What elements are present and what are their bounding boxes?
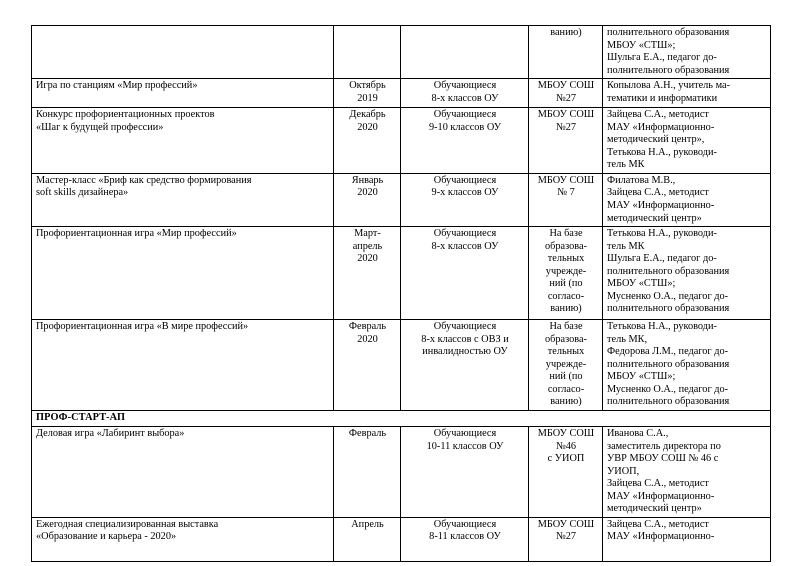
cell-line: МБОУ «СТШ»;: [607, 39, 676, 51]
table-row: [32, 79, 771, 108]
cell-line: МБОУ «СТШ»;: [607, 278, 676, 290]
cell-line: 2020: [357, 121, 378, 133]
table-row: [32, 173, 771, 226]
cell-location: [529, 427, 603, 518]
cell-line: инвалидностью ОУ: [422, 346, 508, 358]
cell-location: [529, 26, 603, 79]
cell-line: Профориентационная игра «Мир профессий»: [36, 228, 237, 240]
cell-event: [32, 79, 334, 108]
cell-date: [334, 517, 401, 561]
cell-event: [32, 227, 334, 320]
cell-location: [529, 173, 603, 226]
cell-line: тель МК: [607, 159, 645, 171]
cell-line: 2020: [357, 253, 378, 265]
cell-line: «Шаг к будущей профессии»: [36, 121, 164, 133]
cell-line: Зайцева С.А., методист: [607, 109, 709, 121]
cell-line: 8-х классов ОУ: [431, 92, 499, 104]
cell-line: Мусненко О.А., педагог до-: [607, 383, 729, 395]
cell-line: На базе образова-: [545, 228, 587, 252]
cell-line: МБОУ СОШ №27: [537, 109, 595, 133]
cell-line: Октябрь: [349, 80, 386, 92]
cell-line: Обучающиеся: [433, 518, 497, 530]
cell-line: Деловая игра «Лабиринт выбора»: [36, 428, 185, 440]
cell-target-audience: [401, 26, 529, 79]
cell-line: На базе образова-: [545, 321, 587, 345]
cell-date: [334, 227, 401, 320]
cell-event: [32, 26, 334, 79]
cell-date: [334, 108, 401, 174]
cell-line: полнительного образования: [607, 396, 730, 408]
cell-location: [529, 79, 603, 108]
cell-line: Тетькова Н.А., руководи-: [607, 321, 717, 333]
cell-line: МАУ «Информационно-: [607, 490, 715, 502]
cell-line: Обучающиеся: [433, 321, 497, 333]
cell-line: МБОУ СОШ № 7: [537, 174, 595, 199]
cell-line: апрель: [352, 240, 383, 252]
cell-line: 8-11 классов ОУ: [429, 531, 501, 543]
cell-line: Мусненко О.А., педагог до-: [607, 290, 729, 302]
table-row: [32, 227, 771, 320]
cell-responsible: [603, 517, 771, 561]
cell-line: ний (по согласо-: [547, 371, 585, 395]
cell-date: [334, 79, 401, 108]
cell-responsible: [603, 79, 771, 108]
cell-line: МБОУ СОШ №27: [537, 518, 595, 543]
cell-line: Зайцева С.А., методист: [607, 518, 709, 530]
cell-line: полнительного образования: [607, 64, 730, 76]
cell-target-audience: [401, 517, 529, 561]
table-section-row: [32, 411, 771, 427]
cell-date: [334, 26, 401, 79]
cell-event: [32, 427, 334, 518]
cell-line: МАУ «Информационно-: [607, 531, 715, 543]
cell-line: Обучающиеся: [433, 174, 497, 186]
cell-line: Копылова А.Н., учитель ма-: [607, 80, 731, 92]
cell-line: УВР МБОУ СОШ № 46 с: [607, 453, 719, 465]
cell-line: Апрель: [351, 518, 384, 530]
cell-line: полнительного образования: [607, 358, 730, 370]
cell-line: 9-10 классов ОУ: [428, 121, 502, 133]
cell-target-audience: [401, 108, 529, 174]
cell-line: тематики и информатики: [607, 92, 718, 104]
cell-line: Зайцева С.А., методист: [607, 478, 709, 490]
cell-line: Ежегодная специализированная выставка: [36, 518, 219, 530]
cell-line: УИОП,: [607, 465, 640, 477]
cell-line: Март-: [354, 228, 381, 240]
cell-event: [32, 517, 334, 561]
cell-location: [529, 517, 603, 561]
cell-line: Декабрь: [349, 109, 386, 121]
schedule-table: [31, 25, 771, 562]
table-row: [32, 427, 771, 518]
cell-line: Конкурс профориентационных проектов: [36, 109, 215, 121]
cell-line: МАУ «Информационно-: [607, 121, 715, 133]
cell-date: [334, 320, 401, 411]
table-row: [32, 108, 771, 174]
cell-target-audience: [401, 227, 529, 320]
table-row-continuation: [32, 26, 771, 79]
cell-location: [529, 227, 603, 320]
cell-line: Шульга Е.А., педагог до-: [607, 253, 717, 265]
cell-line: тель МК,: [607, 333, 648, 345]
cell-line: методический центр»: [607, 212, 702, 224]
cell-line: 2020: [357, 187, 378, 199]
cell-line: «Образование и карьера - 2020»: [36, 531, 177, 543]
cell-date: [334, 173, 401, 226]
cell-date: [334, 427, 401, 518]
cell-line: заместитель директора по: [607, 440, 721, 452]
cell-line: полнительного образования: [607, 265, 730, 277]
cell-line: 2020: [357, 333, 378, 345]
cell-line: Федорова Л.М., педагог до-: [607, 346, 729, 358]
cell-line: МАУ «Информационно-: [607, 200, 715, 212]
cell-line: тель МК: [607, 240, 645, 252]
cell-line: ванию): [550, 27, 582, 38]
cell-line: МБОУ СОШ №46: [537, 428, 595, 452]
cell-line: с УИОП: [547, 453, 585, 465]
cell-line: полнительного образования: [607, 27, 730, 38]
cell-line: Февраль: [348, 428, 387, 440]
cell-target-audience: [401, 173, 529, 226]
cell-line: ний (по согласо-: [547, 278, 585, 302]
cell-line: Обучающиеся: [433, 109, 497, 121]
cell-line: полнительного образования: [607, 303, 730, 315]
cell-line: Обучающиеся: [433, 228, 497, 240]
cell-line: Филатова М.В.,: [607, 174, 676, 186]
schedule-table-wrapper: [31, 25, 770, 562]
cell-event: [32, 320, 334, 411]
cell-target-audience: [401, 427, 529, 518]
cell-responsible: [603, 320, 771, 411]
cell-line: ванию): [550, 303, 582, 315]
cell-location: [529, 108, 603, 174]
table-row: [32, 517, 771, 561]
cell-line: МБОУ «СТШ»;: [607, 371, 676, 383]
cell-line: 9-х классов ОУ: [431, 187, 499, 199]
table-row: [32, 320, 771, 411]
cell-line: ванию): [550, 396, 582, 408]
cell-line: Тетькова Н.А., руководи-: [607, 228, 717, 240]
cell-line: Февраль: [348, 321, 387, 333]
section-title: ПРОФ-СТАРТ-АП: [32, 411, 771, 427]
cell-event: [32, 173, 334, 226]
cell-responsible: [603, 173, 771, 226]
cell-line: Шульга Е.А., педагог до-: [607, 52, 717, 64]
cell-line: Тетькова Н.А., руководи-: [607, 146, 717, 158]
cell-event: [32, 108, 334, 174]
cell-target-audience: [401, 79, 529, 108]
cell-line: методический центр»,: [607, 134, 705, 146]
cell-target-audience: [401, 320, 529, 411]
cell-line: тельных учрежде-: [545, 346, 587, 370]
cell-line: Иванова С.А.,: [607, 428, 669, 440]
cell-line: Обучающиеся: [433, 428, 497, 440]
cell-line: Зайцева С.А., методист: [607, 187, 709, 199]
cell-line: Профориентационная игра «В мире профессий»: [36, 321, 249, 333]
cell-line: soft skills дизайнера»: [36, 187, 129, 199]
cell-line: 8-х классов ОУ: [431, 240, 499, 252]
cell-line: Игра по станциям «Мир профессий»: [36, 80, 198, 92]
cell-line: МБОУ СОШ №27: [537, 80, 595, 104]
cell-responsible: [603, 227, 771, 320]
cell-line: 2019: [357, 92, 378, 104]
cell-line: Обучающиеся: [433, 80, 497, 92]
cell-responsible: [603, 26, 771, 79]
cell-line: Мастер-класс «Бриф как средство формирования: [36, 174, 252, 186]
cell-line: 8-х классов с ОВЗ и: [421, 333, 509, 345]
cell-responsible: [603, 427, 771, 518]
cell-line: методический центр»: [607, 503, 702, 515]
schedule-table-body: [32, 26, 771, 562]
cell-line: Январь: [351, 174, 384, 186]
cell-location: [529, 320, 603, 411]
cell-line: 10-11 классов ОУ: [426, 440, 504, 452]
cell-line: тельных учрежде-: [545, 253, 587, 277]
cell-responsible: [603, 108, 771, 174]
